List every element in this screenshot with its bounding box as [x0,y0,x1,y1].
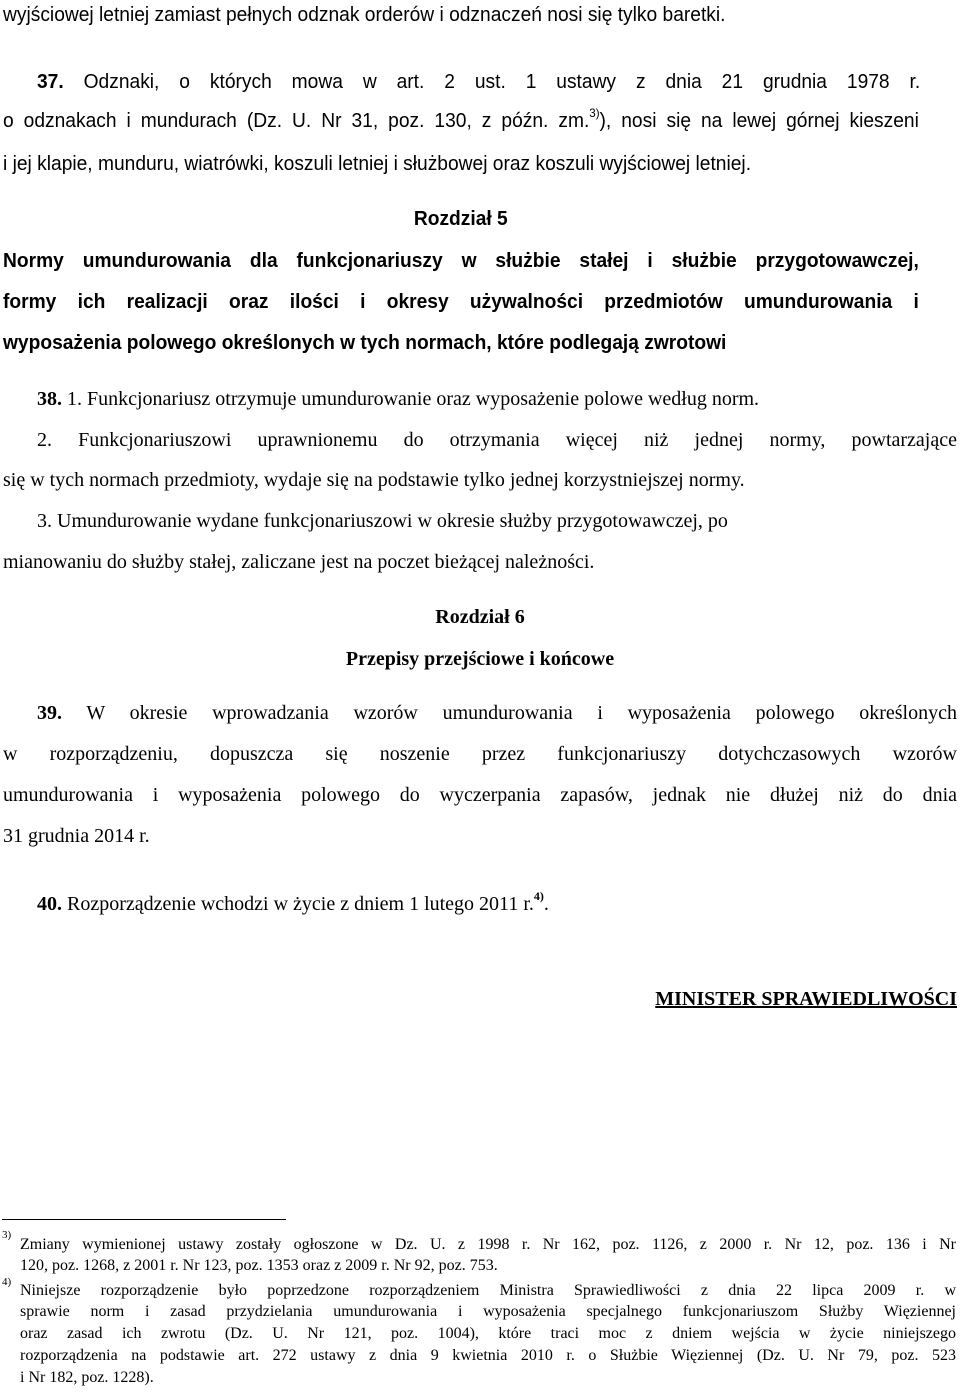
minister-signature: MINISTER SPRAWIEDLIWOŚCI [655,988,957,1010]
footnote-ref-3[interactable]: 3) [589,106,600,121]
chapter-5-heading-line-1: Normy umundurowania dla funkcjonariuszy w służbie stałej i służbie przygotowawczej, [3,250,919,272]
section-40-number: 40. [37,893,62,915]
section-38-number: 38. [37,388,62,410]
section-38-paragraph-2-line-1: 2. Funkcjonariuszowi uprawnionemu do otrzymania więcej niż jednej normy, powtarzające [37,429,957,451]
section-37-line-1: 37. Odznaki, o których mowa w art. 2 ust. 1 ustawy z dnia 21 grudnia 1978 r. [37,71,921,93]
footnote-3-mark: 3) [2,1229,12,1241]
chapter-6-heading: Przepisy przejściowe i końcowe [345,648,615,670]
footnote-4-mark: 4) [2,1276,12,1288]
section-38-paragraph-3-line-2: mianowaniu do służby stałej, zaliczane jest na poczet bieżącej należności. [3,551,595,573]
section-38-paragraph-3-line-1: 3. Umundurowanie wydane funkcjonariuszowi w okresie służby przygotowawczej, po [37,510,728,532]
section-37-line-3: i jej klapie, munduru, wiatrówki, koszuli letniej i służbowej oraz koszuli wyjściowej letniej. [3,153,752,175]
section-39-line-3: umundurowania i wyposażenia polowego do wyczerpania zapasów, jednak nie dłużej niż do dnia [3,784,957,806]
footnote-separator [2,1219,286,1220]
chapter-5-heading-line-2: formy ich realizacji oraz ilości i okresy używalności przedmiotów umundurowania i [3,291,919,313]
footnote-3-line-2: 120, poz. 1268, z 2001 r. Nr 123, poz. 1353 oraz z 2009 r. Nr 92, poz. 753. [20,1257,498,1274]
footnote-4-line-1: Niniejsze rozporządzenie było poprzedzone rozporządzeniem Ministra Sprawiedliwości z dnia 22 lipca 2009 r. w [20,1282,956,1299]
chapter-5-heading-line-3: wyposażenia polowego określonych w tych normach, które podlegają zwrotowi [3,332,727,354]
footnote-4-line-3: oraz zasad ich zwrotu (Dz. U. Nr 121, poz. 1004), które traci moc z dniem wejścia w życie niniejszego [20,1325,956,1342]
section-38-paragraph-2-line-2: się w tych normach przedmioty, wydaje się na podstawie tylko jednej korzystniejszej normy. [3,469,745,491]
section-40: 40. Rozporządzenie wchodzi w życie z dniem 1 lutego 2011 r.$^{4)}$. [37,889,549,915]
section-39-line-1: 39. W okresie wprowadzania wzorów umundurowania i wyposażenia polowego określonych [37,702,957,724]
section-37-number: 37. [37,71,64,93]
footnote-3-line-1: Zmiany wymienionej ustawy zostały ogłoszone w Dz. U. z 1998 r. Nr 162, poz. 1126, z 2000 r. Nr 12, poz. 136 i Nr [20,1236,956,1253]
chapter-6-title: Rozdział 6 [435,606,525,628]
section-39-number: 39. [37,702,62,724]
section-38-paragraph-1: 38. 1. Funkcjonariusz otrzymuje umundurowanie oraz wyposażenie polowe według norm. [37,388,760,410]
footnote-4-line-4: rozporządzenia na podstawie art. 272 ustawy z dnia 9 kwietnia 2010 r. o Służbie Więziennej (Dz. U. Nr 79, poz. 523 [20,1347,956,1364]
section-39-line-2: w rozporządzeniu, dopuszcza się noszenie przez funkcjonariuszy dotychczasowych wzorów [3,743,957,765]
chapter-5-title: Rozdział 5 [413,208,508,230]
footnote-ref-4[interactable]: 4) [533,889,544,904]
section-39-line-4: 31 grudnia 2014 r. [3,825,150,847]
section-37-line-2: o odznakach i mundurach (Dz. U. Nr 31, poz. 130, z późn. zm.$^{3)}$), nosi się na lewej górnej kieszeni [3,106,919,132]
paragraph-continuation: wyjściowej letniej zamiast pełnych odznak orderów i odznaczeń nosi się tylko baretki. [3,4,726,26]
footnote-4-line-2: sprawie norm i zasad przydzielania umundurowania i wyposażenia specjalnego funkcjonariuszom Służby Więziennej [20,1303,956,1320]
footnote-4-line-5: i Nr 182, poz. 1228). [20,1369,154,1386]
